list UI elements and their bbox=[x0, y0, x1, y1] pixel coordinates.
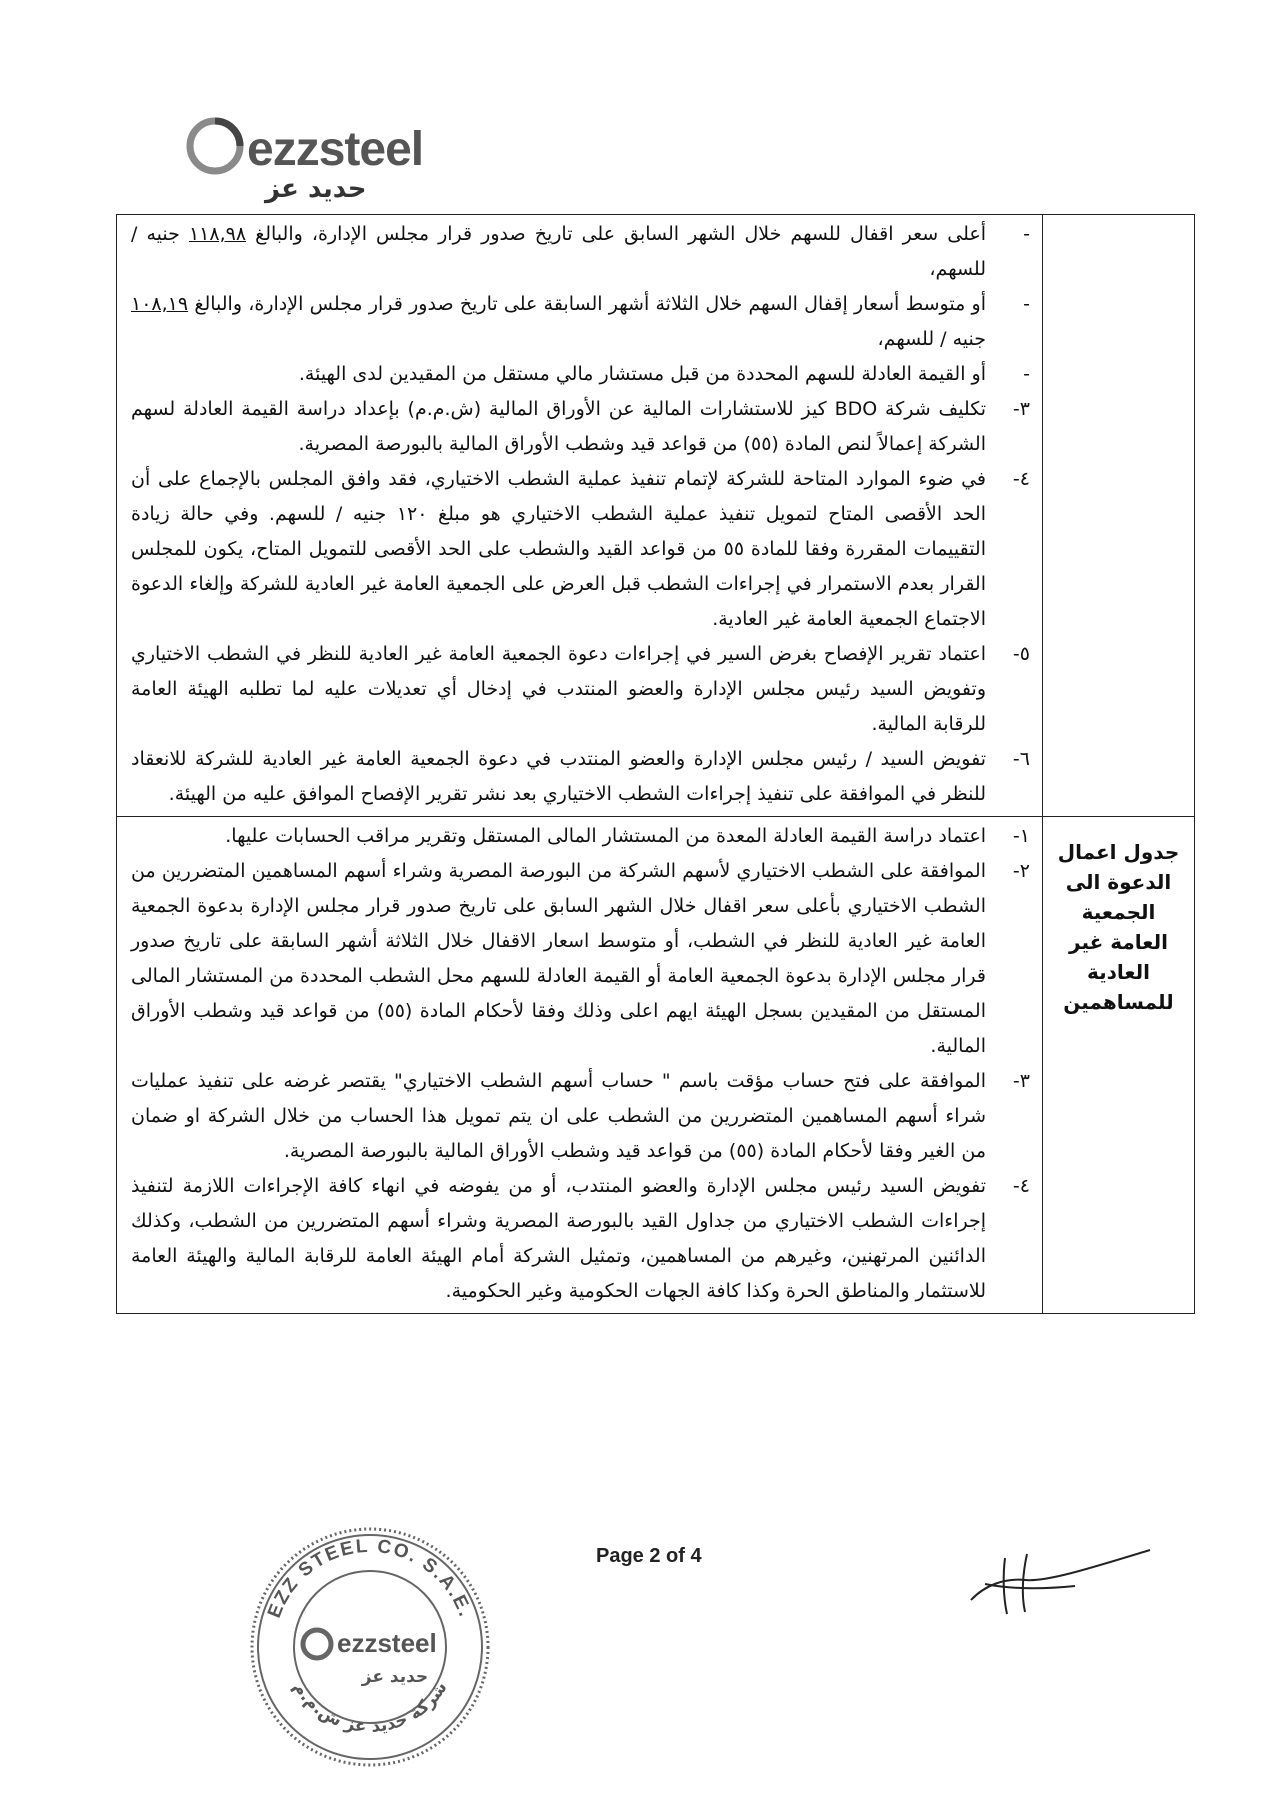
stamp-ring-icon bbox=[303, 1630, 331, 1658]
stamp-logo-en: ezzsteel bbox=[337, 1628, 437, 1658]
item-text: تفويض السيد / رئيس مجلس الإدارة والعضو المنتدب في دعوة الجمعية العامة غير العادية للشركة للانعقاد للنظر في الموافقة على تنفيذ إجراءات الشطب الاختياري بعد نشر تقرير الإفصاح الموافق عليه من الهيئة. bbox=[131, 748, 986, 805]
item-text: تفويض السيد رئيس مجلس الإدارة والعضو المنتدب، أو من يفوضه في انهاء كافة الإجراءات اللازمة لتنفيذ إجراءات الشطب الاختياري من جداول القيد بالبورصة المصرية وشراء أسهم المتضررين من الشطب، وكذلك الدائنين المرتهنين، وغيرهم من المساهمين، وتمثيل الشركة أمام الهيئة العامة للرقابة المالية والهيئة العامة للاستثمار والمناطق الحرة وكذا كافة الجهات الحكومية وغير الحكومية. bbox=[131, 1175, 986, 1302]
item-marker: ٣- bbox=[1012, 398, 1030, 420]
list-item bbox=[131, 1169, 1030, 1309]
item-text: في ضوء الموارد المتاحة للشركة لإتمام تنفيذ عملية الشطب الاختياري، فقد وافق المجلس بالإجماع على أن الحد الأقصى المتاح لتمويل تنفيذ عملية الشطب الاختياري هو مبلغ ١٢٠ جنيه / للسهم. وفي حالة زيادة التقييمات المقررة وفقا للمادة ٥٥ من قواعد القيد والشطب على الحد الأقصى للتمويل المتاح، يكون للمجلس القرار بعدم الاستمرار في إجراءات الشطب قبل العرض على الجمعية العامة غير العادية للشركة وإلغاء الدعوة الاجتماع الجمعية العامة غير العادية. bbox=[131, 468, 987, 630]
item-value: ١١٨,٩٨ bbox=[188, 223, 247, 245]
upper-label-cell bbox=[1043, 215, 1195, 817]
item-marker: - bbox=[1023, 293, 1030, 315]
upper-row bbox=[117, 215, 1195, 817]
logo-ring-icon bbox=[185, 116, 245, 176]
item-text-after: جنيه / للسهم، bbox=[131, 223, 986, 280]
item-marker: - bbox=[1023, 363, 1030, 385]
item-marker: ١- bbox=[1012, 825, 1030, 847]
item-text-after: جنيه / للسهم، bbox=[877, 328, 986, 350]
signature bbox=[965, 1540, 1165, 1620]
item-text: أعلى سعر اقفال للسهم خلال الشهر السابق على تاريخ صدور قرار مجلس الإدارة، والبالغ bbox=[255, 223, 986, 245]
list-item bbox=[131, 637, 1030, 742]
list-item bbox=[131, 462, 1030, 637]
item-text: الموافقة على الشطب الاختياري لأسهم الشركة من البورصة المصرية وشراء أسهم المساهمين المتضررين من الشطب الاختياري بأعلى سعر اقفال خلال الشهر السابق على تاريخ صدور قرار مجلس الإدارة بدعوة الجمعية العامة غير العادية للنظر في الشطب، أو متوسط اسعار الاقفال خلال الثلاثة أشهر السابقة على تاريخ صدور قرار مجلس الإدارة بدعوة الجمعية العامة أو القيمة العادلة للسهم محل الشطب المحددة من المستشار المالى المستقل من المقيدين بسجل الهيئة ايهم اعلى وذلك وفقا لأحكام المادة (٥٥) من قواعد قيد وشطب الأوراق المالية. bbox=[131, 860, 986, 1057]
item-text: اعتماد دراسة القيمة العادلة المعدة من المستشار المالى المستقل وتقرير مراقب الحسابات عليها. bbox=[225, 825, 986, 847]
company-logo bbox=[185, 112, 445, 212]
item-marker: ٤- bbox=[1012, 1175, 1030, 1197]
company-stamp bbox=[245, 1522, 495, 1772]
agenda-items-list bbox=[131, 819, 1030, 1309]
item-marker: ٦- bbox=[1012, 748, 1030, 770]
item-marker: ٢- bbox=[1012, 860, 1030, 882]
item-text: أو متوسط أسعار إقفال السهم خلال الثلاثة أشهر السابقة على تاريخ صدور قرار مجلس الإدارة، والبالغ bbox=[188, 293, 986, 315]
item-marker: ٥- bbox=[1012, 643, 1030, 665]
item-text: تكليف شركة BDO كيز للاستشارات المالية عن الأوراق المالية (ش.م.م) بإعداد دراسة القيمة العادلة لسهم الشركة إعمالاً لنص المادة (٥٥) من قواعد قيد وشطب الأوراق المالية بالبورصة المصرية. bbox=[131, 398, 986, 455]
page-number: Page 2 of 4 bbox=[596, 1545, 702, 1567]
list-item bbox=[131, 357, 1030, 392]
item-marker: ٣- bbox=[1012, 1070, 1030, 1092]
stamp-logo-ar: حديد عز bbox=[361, 1667, 429, 1687]
item-value: ١٠٨,١٩ bbox=[131, 293, 189, 315]
list-item bbox=[131, 1064, 1030, 1169]
list-item bbox=[131, 392, 1030, 462]
item-text: أو القيمة العادلة للسهم المحددة من قبل مستشار مالي مستقل من المقيدين لدى الهيئة. bbox=[298, 363, 986, 385]
logo-text-en: ezzsteel bbox=[247, 123, 424, 176]
item-marker: ٤- bbox=[1012, 468, 1030, 490]
agenda-label: جدول اعمال الدعوة الى الجمعية العامة غير العادية للمساهمين bbox=[1057, 840, 1180, 1014]
resolutions-table bbox=[116, 214, 1195, 1314]
item-marker: - bbox=[1023, 223, 1030, 245]
logo-text-ar: حديد عز bbox=[265, 174, 367, 204]
upper-content-cell bbox=[117, 215, 1043, 817]
list-item bbox=[131, 217, 1030, 287]
item-text: الموافقة على فتح حساب مؤقت باسم " حساب أسهم الشطب الاختياري" يقتصر غرضه على تنفيذ عمليات شراء أسهم المساهمين المتضررين من الشطب على ان يتم تمويل هذا الحساب من خلال الشركة او ضمان من الغير وفقا لأحكام المادة (٥٥) من قواعد قيد وشطب الأوراق المالية بالبورصة المصرية. bbox=[131, 1070, 986, 1162]
list-item bbox=[131, 287, 1030, 357]
stamp-text-ar: شركة حديد عز ش.م.م bbox=[288, 1678, 452, 1737]
lower-row bbox=[117, 817, 1195, 1314]
stamp-text-en: EZZ STEEL CO. S.A.E. bbox=[264, 1535, 477, 1621]
list-item bbox=[131, 742, 1030, 812]
lower-content-cell bbox=[117, 817, 1043, 1314]
item-text: اعتماد تقرير الإفصاح بغرض السير في إجراءات دعوة الجمعية العامة غير العادية للنظر في الشطب الاختياري وتفويض السيد رئيس مجلس الإدارة والعضو المنتدب في إدخال أي تعديلات عليه لما تطلبه الهيئة العامة للرقابة المالية. bbox=[131, 643, 986, 735]
list-item bbox=[131, 854, 1030, 1064]
lower-label-cell bbox=[1043, 817, 1195, 1314]
upper-items-list bbox=[131, 217, 1030, 812]
list-item bbox=[131, 819, 1030, 854]
